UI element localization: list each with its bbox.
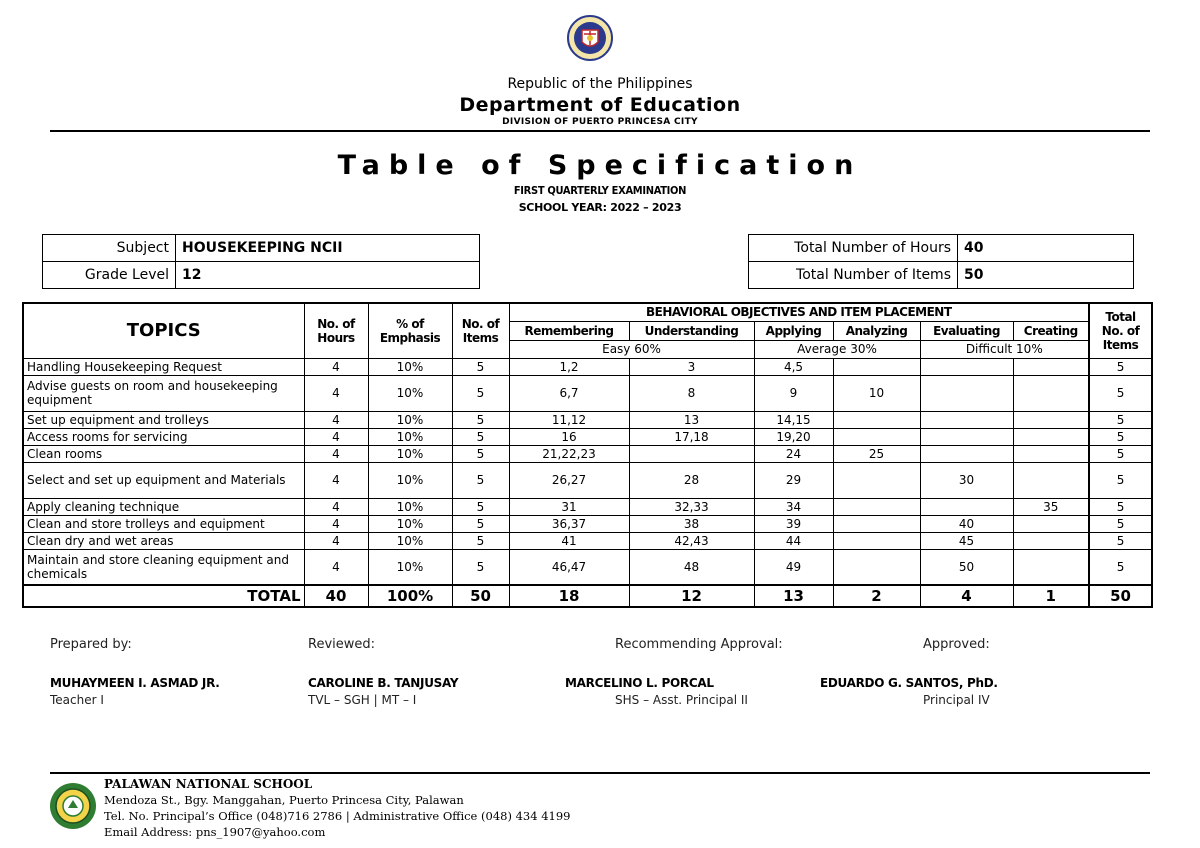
- cell-understanding: 42,43: [629, 532, 754, 549]
- cell-evaluating: 40: [920, 515, 1013, 532]
- table-row: [23, 515, 1152, 532]
- header-total-items: Total No. of Items: [1089, 303, 1152, 358]
- cell-items: 5: [452, 462, 509, 498]
- footer-school-name: PALAWAN NATIONAL SCHOOL: [104, 777, 313, 791]
- cell-items: 5: [452, 358, 509, 375]
- cell-topic: Clean and store trolleys and equipment: [23, 515, 304, 532]
- footer-email: Email Address: pns_1907@yahoo.com: [104, 825, 326, 839]
- cell-hours: 4: [304, 375, 368, 411]
- header-creating: Creating: [1013, 321, 1089, 340]
- cell-analyzing: [833, 549, 920, 585]
- cell-emphasis: 10%: [368, 375, 452, 411]
- cell-creating: [1013, 532, 1089, 549]
- cell-analyzing: [833, 462, 920, 498]
- header-easy: Easy 60%: [509, 340, 754, 358]
- cell-understanding: 8: [629, 375, 754, 411]
- cell-emphasis: 10%: [368, 411, 452, 428]
- cell-remembering: 41: [509, 532, 629, 549]
- header-evaluating: Evaluating: [920, 321, 1013, 340]
- footer-address: Mendoza St., Bgy. Manggahan, Puerto Princesa City, Palawan: [104, 793, 464, 807]
- cell-understanding: 28: [629, 462, 754, 498]
- cell-evaluating: [920, 375, 1013, 411]
- cell-total-items: 5: [1089, 498, 1152, 515]
- cell-applying: 34: [754, 498, 833, 515]
- division-name: DIVISION OF PUERTO PRINCESA CITY: [502, 117, 698, 127]
- cell-creating: [1013, 549, 1089, 585]
- cell-topic: Apply cleaning technique: [23, 498, 304, 515]
- subject-info-box: [42, 234, 480, 289]
- table-row: [23, 549, 1152, 585]
- cell-hours: 4: [304, 411, 368, 428]
- cell-hours: 4: [304, 498, 368, 515]
- header-emphasis: % of Emphasis: [368, 303, 452, 358]
- cell-creating: [1013, 375, 1089, 411]
- cell-hours: 4: [304, 515, 368, 532]
- cell-understanding: 38: [629, 515, 754, 532]
- school-logo-icon: [48, 781, 98, 831]
- deped-seal: [566, 12, 614, 74]
- cell-remembering: 6,7: [509, 375, 629, 411]
- table-row: [23, 358, 1152, 375]
- cell-evaluating: [920, 428, 1013, 445]
- total-creating: 1: [1013, 585, 1089, 607]
- cell-remembering: 26,27: [509, 462, 629, 498]
- cell-evaluating: 30: [920, 462, 1013, 498]
- cell-total-items: 5: [1089, 428, 1152, 445]
- footer-phone: Tel. No. Principal’s Office (048)716 2786 | Administrative Office (048) 434 4199: [104, 809, 571, 823]
- cell-creating: [1013, 462, 1089, 498]
- cell-items: 5: [452, 445, 509, 462]
- cell-emphasis: 10%: [368, 462, 452, 498]
- cell-remembering: 31: [509, 498, 629, 515]
- cell-applying: 19,20: [754, 428, 833, 445]
- cell-remembering: 11,12: [509, 411, 629, 428]
- cell-topic: Set up equipment and trolleys: [23, 411, 304, 428]
- cell-creating: 35: [1013, 498, 1089, 515]
- cell-evaluating: 50: [920, 549, 1013, 585]
- cell-understanding: 32,33: [629, 498, 754, 515]
- cell-topic: Clean rooms: [23, 445, 304, 462]
- total-remembering: 18: [509, 585, 629, 607]
- cell-remembering: 36,37: [509, 515, 629, 532]
- grade-level-label: Grade Level: [43, 262, 176, 289]
- total-understanding: 12: [629, 585, 754, 607]
- cell-total-items: 5: [1089, 411, 1152, 428]
- total-hours-value: 40: [958, 235, 1134, 262]
- cell-emphasis: 10%: [368, 428, 452, 445]
- cell-understanding: 48: [629, 549, 754, 585]
- cell-applying: 29: [754, 462, 833, 498]
- cell-hours: 4: [304, 462, 368, 498]
- cell-applying: 49: [754, 549, 833, 585]
- document-title: Table of Specification: [337, 150, 863, 181]
- cell-remembering: 1,2: [509, 358, 629, 375]
- grade-level-value: 12: [176, 262, 480, 289]
- header-topics: TOPICS: [23, 303, 304, 358]
- table-row: [23, 532, 1152, 549]
- table-row: [23, 462, 1152, 498]
- cell-emphasis: 10%: [368, 445, 452, 462]
- cell-emphasis: 10%: [368, 515, 452, 532]
- cell-total-items: 5: [1089, 532, 1152, 549]
- total-total-items: 50: [1089, 585, 1152, 607]
- cell-analyzing: 10: [833, 375, 920, 411]
- total-row: [23, 585, 1152, 607]
- cell-hours: 4: [304, 549, 368, 585]
- cell-items: 5: [452, 515, 509, 532]
- prepared-label: Prepared by:: [50, 637, 132, 652]
- cell-analyzing: [833, 428, 920, 445]
- approved-label: Approved:: [923, 637, 990, 652]
- total-applying: 13: [754, 585, 833, 607]
- cell-remembering: 21,22,23: [509, 445, 629, 462]
- cell-creating: [1013, 428, 1089, 445]
- cell-emphasis: 10%: [368, 498, 452, 515]
- header-analyzing: Analyzing: [833, 321, 920, 340]
- cell-applying: 24: [754, 445, 833, 462]
- republic-line: Republic of the Philippines: [507, 76, 693, 92]
- cell-topic: Handling Housekeeping Request: [23, 358, 304, 375]
- reviewed-title: TVL – SGH | MT – I: [308, 693, 417, 707]
- header-average: Average 30%: [754, 340, 920, 358]
- header-difficult: Difficult 10%: [920, 340, 1089, 358]
- total-items: 50: [452, 585, 509, 607]
- footer-rule: [50, 772, 1150, 774]
- reviewed-label: Reviewed:: [308, 637, 376, 652]
- cell-topic: Clean dry and wet areas: [23, 532, 304, 549]
- cell-items: 5: [452, 375, 509, 411]
- total-analyzing: 2: [833, 585, 920, 607]
- subject-label: Subject: [43, 235, 176, 262]
- cell-total-items: 5: [1089, 515, 1152, 532]
- cell-evaluating: 45: [920, 532, 1013, 549]
- header-understanding: Understanding: [629, 321, 754, 340]
- header-applying: Applying: [754, 321, 833, 340]
- cell-creating: [1013, 515, 1089, 532]
- cell-remembering: 16: [509, 428, 629, 445]
- cell-applying: 9: [754, 375, 833, 411]
- cell-analyzing: [833, 532, 920, 549]
- recommending-label: Recommending Approval:: [615, 637, 783, 652]
- table-row: [23, 498, 1152, 515]
- header-remembering: Remembering: [509, 321, 629, 340]
- reviewed-name: CAROLINE B. TANJUSAY: [308, 676, 459, 690]
- cell-creating: [1013, 445, 1089, 462]
- table-row: [23, 375, 1152, 411]
- recommending-name: MARCELINO L. PORCAL: [565, 676, 714, 690]
- department-name: Department of Education: [459, 94, 741, 116]
- total-evaluating: 4: [920, 585, 1013, 607]
- cell-applying: 4,5: [754, 358, 833, 375]
- cell-topic: Access rooms for servicing: [23, 428, 304, 445]
- cell-total-items: 5: [1089, 375, 1152, 411]
- cell-analyzing: 25: [833, 445, 920, 462]
- exam-name: FIRST QUARTERLY EXAMINATION: [513, 184, 687, 197]
- cell-items: 5: [452, 532, 509, 549]
- cell-evaluating: [920, 358, 1013, 375]
- cell-evaluating: [920, 445, 1013, 462]
- cell-analyzing: [833, 498, 920, 515]
- header-items: No. of Items: [452, 303, 509, 358]
- cell-total-items: 5: [1089, 462, 1152, 498]
- specification-table: [22, 302, 1153, 608]
- cell-items: 5: [452, 498, 509, 515]
- cell-understanding: 17,18: [629, 428, 754, 445]
- cell-hours: 4: [304, 532, 368, 549]
- cell-emphasis: 10%: [368, 358, 452, 375]
- table-row: [23, 428, 1152, 445]
- prepared-name: MUHAYMEEN I. ASMAD JR.: [50, 676, 220, 690]
- cell-creating: [1013, 411, 1089, 428]
- table-row: [23, 411, 1152, 428]
- recommending-title: SHS – Asst. Principal II: [615, 693, 748, 707]
- approved-name: EDUARDO G. SANTOS, PhD.: [820, 676, 998, 690]
- cell-hours: 4: [304, 428, 368, 445]
- total-items-value: 50: [958, 262, 1134, 289]
- cell-understanding: 13: [629, 411, 754, 428]
- cell-evaluating: [920, 411, 1013, 428]
- subject-value: HOUSEKEEPING NCII: [176, 235, 480, 262]
- approved-title: Principal IV: [923, 693, 990, 707]
- cell-evaluating: [920, 498, 1013, 515]
- cell-hours: 4: [304, 445, 368, 462]
- totals-info-box: [748, 234, 1134, 289]
- cell-items: 5: [452, 549, 509, 585]
- cell-applying: 44: [754, 532, 833, 549]
- cell-topic: Select and set up equipment and Materials: [23, 462, 304, 498]
- header-rule: [50, 130, 1150, 132]
- cell-total-items: 5: [1089, 358, 1152, 375]
- cell-total-items: 5: [1089, 549, 1152, 585]
- cell-understanding: 3: [629, 358, 754, 375]
- total-label: TOTAL: [23, 585, 304, 607]
- prepared-title: Teacher I: [50, 693, 104, 707]
- table-row: [23, 445, 1152, 462]
- total-hours-label: Total Number of Hours: [749, 235, 958, 262]
- cell-understanding: [629, 445, 754, 462]
- cell-topic: Maintain and store cleaning equipment and chemicals: [23, 549, 304, 585]
- total-hours: 40: [304, 585, 368, 607]
- cell-items: 5: [452, 428, 509, 445]
- header-behavioral: BEHAVIORAL OBJECTIVES AND ITEM PLACEMENT: [509, 303, 1089, 321]
- cell-remembering: 46,47: [509, 549, 629, 585]
- cell-analyzing: [833, 411, 920, 428]
- cell-total-items: 5: [1089, 445, 1152, 462]
- total-items-label: Total Number of Items: [749, 262, 958, 289]
- cell-items: 5: [452, 411, 509, 428]
- cell-emphasis: 10%: [368, 549, 452, 585]
- cell-applying: 39: [754, 515, 833, 532]
- cell-creating: [1013, 358, 1089, 375]
- cell-applying: 14,15: [754, 411, 833, 428]
- cell-analyzing: [833, 515, 920, 532]
- school-year: SCHOOL YEAR: 2022 – 2023: [518, 201, 682, 214]
- cell-analyzing: [833, 358, 920, 375]
- cell-hours: 4: [304, 358, 368, 375]
- cell-emphasis: 10%: [368, 532, 452, 549]
- cell-topic: Advise guests on room and housekeeping equipment: [23, 375, 304, 411]
- header-hours: No. of Hours: [304, 303, 368, 358]
- total-emphasis: 100%: [368, 585, 452, 607]
